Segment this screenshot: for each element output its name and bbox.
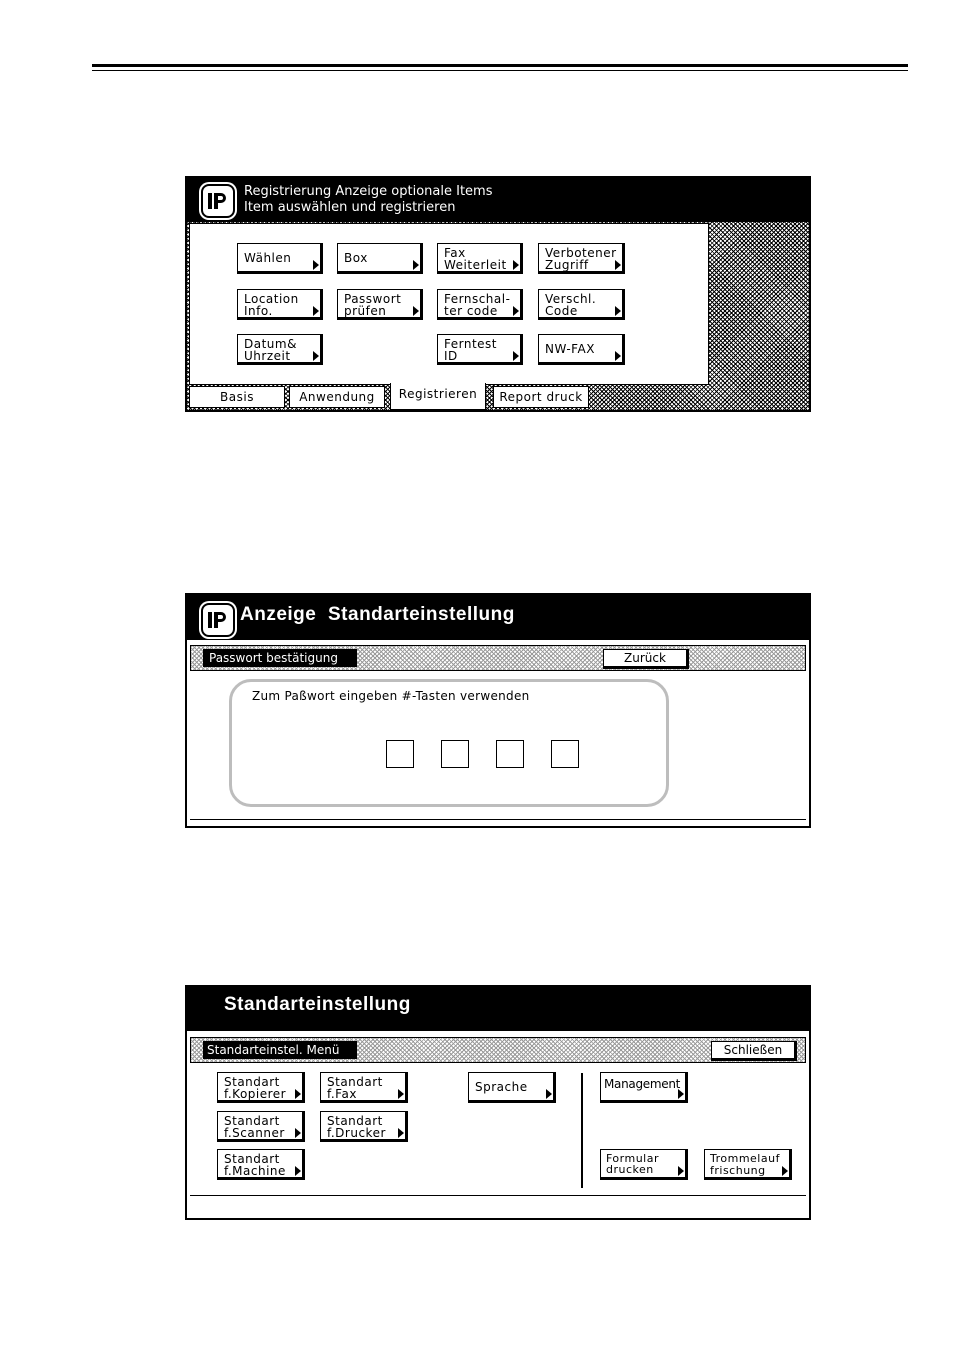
arrow-right-icon xyxy=(615,260,621,270)
arrow-right-icon xyxy=(513,351,519,361)
password-digit-2[interactable] xyxy=(441,740,469,768)
formular-drucken-button[interactable] xyxy=(600,1149,688,1180)
arrow-right-icon xyxy=(546,1089,552,1099)
arrow-right-icon xyxy=(295,1089,301,1099)
verschl-code-label: Verschl. Code xyxy=(545,292,597,318)
standart-kopierer-button[interactable] xyxy=(217,1072,305,1103)
arrow-right-icon xyxy=(413,260,419,270)
standart-scanner-label: Standart f.Scanner xyxy=(224,1114,285,1140)
title-bar xyxy=(187,987,809,1031)
title-bar xyxy=(187,178,809,222)
section-label: Standarteinstel. Menü xyxy=(203,1041,357,1059)
box-button[interactable] xyxy=(337,243,423,274)
passwort-pruefen-label: Passwort prüfen xyxy=(344,292,402,318)
page-title: Standarteinstellung xyxy=(224,994,411,1015)
back-button[interactable]: Zurück xyxy=(603,649,689,669)
trommelauffrischung-label: Trommelauf frischung xyxy=(710,1152,780,1177)
nw-fax-button[interactable] xyxy=(538,334,625,365)
arrow-right-icon xyxy=(678,1089,684,1099)
verbotener-zugriff-label: Verbotener Zugriff xyxy=(545,246,617,272)
tab-basis[interactable]: Basis xyxy=(189,386,285,408)
close-button[interactable]: Schließen xyxy=(711,1041,797,1061)
verschl-code-button[interactable] xyxy=(538,289,625,320)
title-line-1: Registrierung Anzeige optionale Items xyxy=(244,184,493,199)
header-rule-thin xyxy=(92,70,908,71)
nw-fax-label: NW-FAX xyxy=(545,342,595,356)
footer-line xyxy=(190,819,806,820)
tab-anwendung[interactable]: Anwendung xyxy=(289,386,385,408)
waehlen-label: Wählen xyxy=(244,251,292,265)
arrow-right-icon xyxy=(678,1166,684,1176)
screen-register-optional-items xyxy=(185,176,811,412)
header-rule-thick xyxy=(92,64,908,67)
verbotener-zugriff-button[interactable] xyxy=(538,243,625,274)
datum-uhrzeit-label: Datum& Uhrzeit xyxy=(244,337,297,363)
password-instruction: Zum Paßwort eingeben #-Tasten verwenden xyxy=(252,689,530,703)
column-divider xyxy=(581,1073,583,1188)
password-entry-panel xyxy=(229,679,669,807)
app-logo-icon xyxy=(201,184,235,218)
arrow-right-icon xyxy=(513,260,519,270)
arrow-right-icon xyxy=(295,1128,301,1138)
arrow-right-icon xyxy=(313,351,319,361)
section-header xyxy=(190,645,806,671)
standart-scanner-button[interactable] xyxy=(217,1111,305,1142)
standart-fax-button[interactable] xyxy=(320,1072,408,1103)
screen-password-confirmation xyxy=(185,593,811,828)
box-label: Box xyxy=(344,251,368,265)
standart-kopierer-label: Standart f.Kopierer xyxy=(224,1075,287,1101)
arrow-right-icon xyxy=(398,1128,404,1138)
arrow-right-icon xyxy=(782,1166,788,1176)
location-info-button[interactable] xyxy=(237,289,323,320)
arrow-right-icon xyxy=(398,1089,404,1099)
arrow-right-icon xyxy=(413,306,419,316)
formular-drucken-label: Formular drucken xyxy=(606,1152,660,1176)
standart-drucker-button[interactable] xyxy=(320,1111,408,1142)
arrow-right-icon xyxy=(615,351,621,361)
password-digit-3[interactable] xyxy=(496,740,524,768)
standart-machine-button[interactable] xyxy=(217,1149,305,1180)
trommelauffrischung-button[interactable] xyxy=(704,1149,792,1180)
tab-report-druck[interactable]: Report druck xyxy=(493,386,589,408)
sprache-label: Sprache xyxy=(475,1080,528,1094)
title-bar xyxy=(187,595,809,640)
management-label: Management xyxy=(604,1077,681,1091)
password-digit-4[interactable] xyxy=(551,740,579,768)
ferntest-id-label: Ferntest ID xyxy=(444,337,498,363)
standart-drucker-label: Standart f.Drucker xyxy=(327,1114,386,1140)
fernschalter-code-label: Fernschal- ter code xyxy=(444,292,511,318)
management-button[interactable] xyxy=(600,1072,688,1103)
fernschalter-code-button[interactable] xyxy=(437,289,523,320)
sprache-button[interactable] xyxy=(468,1072,556,1103)
location-info-label: Location Info. xyxy=(244,292,299,318)
section-label: Passwort bestätigung xyxy=(203,649,357,667)
datum-uhrzeit-button[interactable] xyxy=(237,334,323,365)
arrow-right-icon xyxy=(313,260,319,270)
app-logo-icon xyxy=(201,603,235,637)
arrow-right-icon xyxy=(313,306,319,316)
arrow-right-icon xyxy=(513,306,519,316)
fax-weiterleit-label: Fax Weiterleit xyxy=(444,246,507,272)
standart-machine-label: Standart f.Machine xyxy=(224,1152,286,1178)
passwort-pruefen-button[interactable] xyxy=(337,289,423,320)
fax-weiterleit-button[interactable] xyxy=(437,243,523,274)
screen-default-settings-menu xyxy=(185,985,811,1220)
ferntest-id-button[interactable] xyxy=(437,334,523,365)
standart-fax-label: Standart f.Fax xyxy=(327,1075,383,1101)
page-title: Standarteinstellung xyxy=(328,604,515,625)
title-line-2: Item auswählen und registrieren xyxy=(244,200,456,215)
tab-registrieren[interactable]: Registrieren xyxy=(390,383,486,410)
title-prefix: Anzeige xyxy=(240,604,317,625)
section-header xyxy=(190,1037,806,1063)
footer-line xyxy=(190,1195,806,1196)
arrow-right-icon xyxy=(615,306,621,316)
waehlen-button[interactable] xyxy=(237,243,323,274)
password-digit-1[interactable] xyxy=(386,740,414,768)
arrow-right-icon xyxy=(295,1166,301,1176)
